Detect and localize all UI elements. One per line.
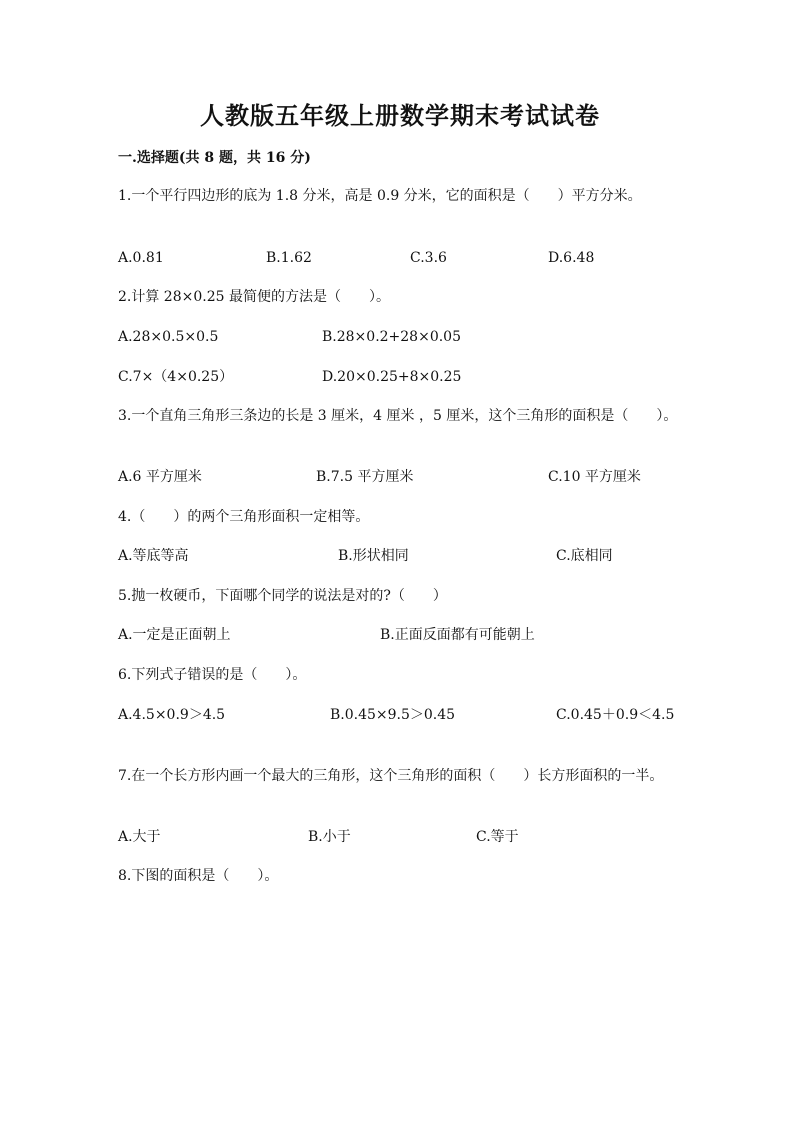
option-b[interactable]: B.28×0.2+28×0.05 <box>322 329 461 345</box>
option-a[interactable]: A.6 平方厘米 <box>118 469 202 485</box>
option-b[interactable]: B.形状相同 <box>338 548 409 564</box>
option-b[interactable]: B.0.45×9.5＞0.45 <box>330 707 456 723</box>
option-b[interactable]: B.7.5 平方厘米 <box>316 469 414 485</box>
option-d[interactable]: D.20×0.25+8×0.25 <box>322 369 462 385</box>
option-b[interactable]: B.正面反面都有可能朝上 <box>380 627 535 643</box>
option-c[interactable]: C.0.45＋0.9＜4.5 <box>556 707 675 723</box>
question-2: 2.计算 28×0.25 最简便的方法是（ ）。 <box>118 289 390 305</box>
question-5: 5.抛一枚硬币，下面哪个同学的说法是对的?（ ） <box>118 588 447 604</box>
question-4: 4.（ ）的两个三角形面积一定相等。 <box>118 509 370 525</box>
option-a[interactable]: A.0.81 <box>118 250 164 266</box>
option-a[interactable]: A.28×0.5×0.5 <box>118 329 219 345</box>
question-8: 8.下图的面积是（ ）。 <box>118 868 279 884</box>
option-b[interactable]: B.1.62 <box>266 250 312 266</box>
question-7: 7.在一个长方形内画一个最大的三角形，这个三角形的面积（ ）长方形面积的一半。 <box>118 768 664 784</box>
question-1: 1.一个平行四边形的底为 1.8 分米，高是 0.9 分米，它的面积是（ ）平方分米。 <box>118 188 642 204</box>
option-c[interactable]: C.3.6 <box>410 250 447 266</box>
option-a[interactable]: A.一定是正面朝上 <box>118 627 231 643</box>
option-a[interactable]: A.4.5×0.9＞4.5 <box>118 707 226 723</box>
option-d[interactable]: D.6.48 <box>548 250 595 266</box>
option-c[interactable]: C.7×（4×0.25） <box>118 369 234 385</box>
section-heading: 一.选择题(共 8 题，共 16 分) <box>118 150 311 166</box>
option-a[interactable]: A.大于 <box>118 829 161 845</box>
option-c[interactable]: C.10 平方厘米 <box>548 469 641 485</box>
option-c[interactable]: C.底相同 <box>556 548 613 564</box>
question-6: 6.下列式子错误的是（ ）。 <box>118 667 307 683</box>
option-b[interactable]: B.小于 <box>308 829 351 845</box>
page-title: 人教版五年级上册数学期末考试试卷 <box>200 101 600 130</box>
question-3: 3.一个直角三角形三条边的长是 3 厘米，4 厘米 ，5 厘米，这个三角形的面积是（ ）。 <box>118 408 678 424</box>
option-c[interactable]: C.等于 <box>476 829 519 845</box>
option-a[interactable]: A.等底等高 <box>118 548 189 564</box>
